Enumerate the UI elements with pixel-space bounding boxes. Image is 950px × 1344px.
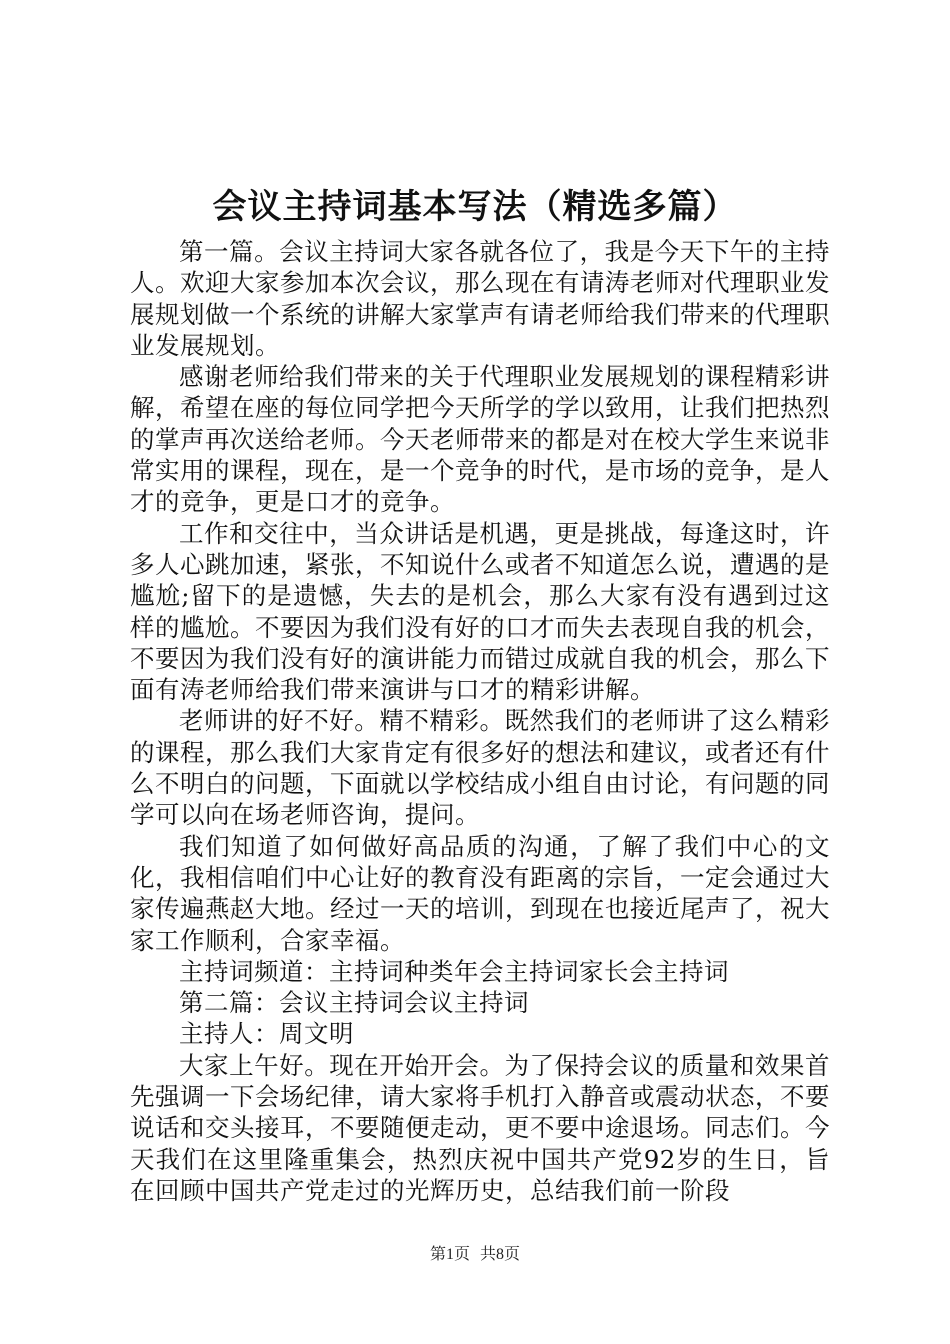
document-title: 会议主持词基本写法（精选多篇） [212, 187, 738, 227]
page-number: 第1页 [429, 1246, 470, 1263]
paragraph: 主持词频道：主持词种类年会主持词家长会主持词 [179, 956, 729, 986]
paragraph: 老师讲的好不好。精不精彩。既然我们的老师讲了这么精彩的课程，那么我们大家肯定有很多好的想法和建议，或者还有什么不明白的问题，下面就以学校结成小组自由讨论，有问题的同学可以向在场老师咨询，提问。 [130, 706, 830, 830]
paragraph: 感谢老师给我们带来的关于代理职业发展规划的课程精彩讲解，希望在座的每位同学把今天所学的学以致用，让我们把热烈的掌声再次送给老师。今天老师带来的都是对在校大学生来说非常实用的课程，现在，是一个竞争的时代，是市场的竞争，是人才的竞争，更是口才的竞争。 [130, 362, 830, 517]
page-total: 共8页 [480, 1246, 521, 1263]
document-body [130, 236, 830, 1206]
page-footer [0, 1244, 950, 1266]
paragraph: 大家上午好。现在开始开会。为了保持会议的质量和效果首先强调一下会场纪律，请大家将手机打入静音或震动状态，不要说话和交头接耳，不要随便走动，更不要中途退场。同志们。今天我们在这里隆重集会，热烈庆祝中国共产党92岁的生日，旨在回顾中国共产党走过的光辉历史，总结我们前一阶段 [130, 1050, 830, 1205]
paragraph: 主持人：周文明 [179, 1019, 354, 1049]
paragraph: 工作和交往中，当众讲话是机遇，更是挑战，每逢这时，许多人心跳加速，紧张，不知说什么或者不知道怎么说，遭遇的是尴尬;留下的是遗憾，失去的是机会，那么大家有没有遇到过这样的尴尬。不要因为我们没有好的口才而失去表现自我的机会，不要因为我们没有好的演讲能力而错过成就自我的机会，那么下面有涛老师给我们带来演讲与口才的精彩讲解。 [130, 518, 830, 705]
paragraph: 我们知道了如何做好高品质的沟通，了解了我们中心的文化，我相信咱们中心让好的教育没有距离的宗旨，一定会通过大家传遍燕赵大地。经过一天的培训，到现在也接近尾声了，祝大家工作顺利，合家幸福。 [130, 831, 830, 955]
paragraph: 第二篇：会议主持词会议主持词 [179, 988, 529, 1018]
paragraph: 第一篇。会议主持词大家各就各位了，我是今天下午的主持人。欢迎大家参加本次会议，那么现在有请涛老师对代理职业发展规划做一个系统的讲解大家掌声有请老师给我们带来的代理职业发展规划。 [130, 237, 830, 360]
